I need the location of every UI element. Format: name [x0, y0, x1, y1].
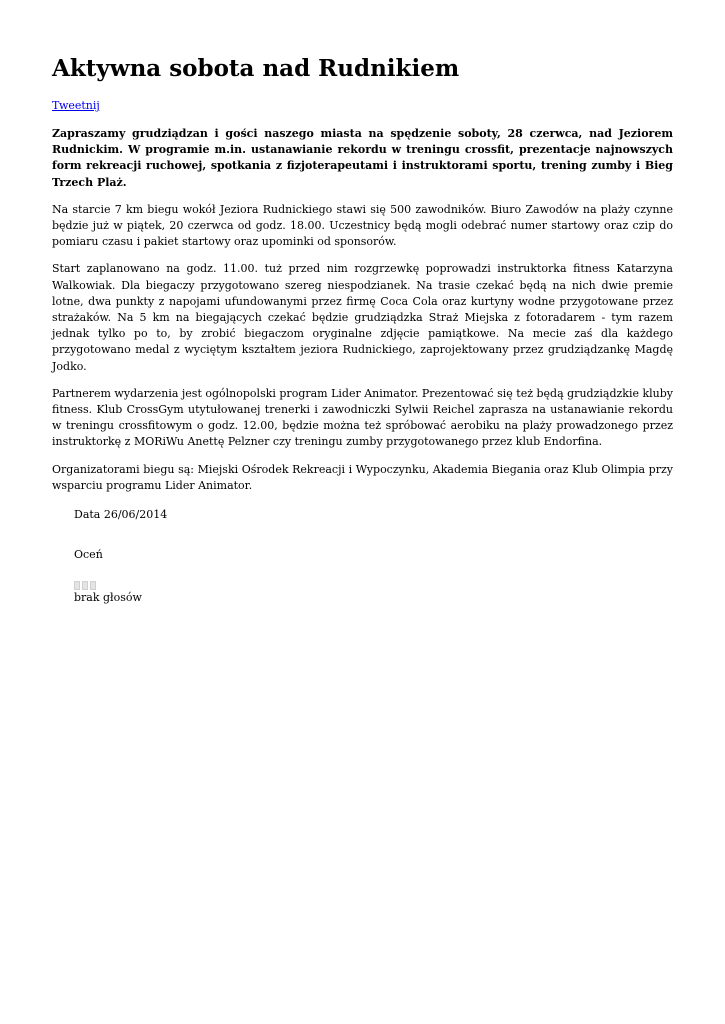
article-paragraph: Organizatorami biegu są: Miejski Ośrodek Rekreacji i Wypoczynku, Akademia Biegania oraz Klub Olimpia przy wsparciu programu Lider Animator. [52, 462, 673, 492]
rating-stars[interactable] [74, 581, 96, 590]
page-title: Aktywna sobota nad Rudnikiem [52, 55, 460, 82]
article-paragraph: Na starcie 7 km biegu wokół Jeziora Rudnickiego stawi się 500 zawodników. Biuro Zawodów na plaży czynne będzie już w piątek, 20 czerwca od godz. 18.00. Uczestnicy będą mogli odebrać numer startowy oraz czip do pomiaru czasu i pakiet startowy oraz upominki od sponsorów. [52, 202, 673, 249]
article-paragraph: Partnerem wydarzenia jest ogólnopolski program Lider Animator. Prezentować się też będą grudziądzkie kluby fitness. Klub CrossGym utytułowanej trenerki i zawodniczki Sylwii Reichel zaprasza na ustanawianie rekordu w treningu crossfitowym o godz. 12.00, będzie można też spróbować aerobiku na plaży prowadzonego przez instruktorkę z MORiWu Anettę Pelzner czy treningu zumby przygotowanego przez klub Endorfina. [52, 386, 673, 449]
article-body [52, 126, 673, 505]
article-lead: Zapraszamy grudziądzan i gości naszego miasta na spędzenie soboty, 28 czerwca, nad Jeziorem Rudnickim. W programie m.in. ustanawianie rekordu w treningu crossfit, prezentacje najnowszych form rekreacji ruchowej, spotkania z fizjoterapeutami i instruktorami sportu, trening zumby i Bieg Trzech Plaż. [52, 127, 673, 189]
article-paragraph: Start zaplanowano na godz. 11.00. tuż przed nim rozgrzewkę poprowadzi instruktorka fitness Katarzyna Walkowiak. Dla biegaczy przygotowano szereg niespodzianek. Na trasie czekać będą na nich dwie premie lotne, dwa punkty z napojami ufundowanymi przez firmę Coca Cola oraz kurtyny wodne przygotowane przez strażaków. Na 5 km na biegających czekać będzie grudziądzka Straż Miejska z fotoradarem - tym razem jednak tylko po to, by zrobić biegaczom oryginalne zdjęcie pamiątkowe. Na mecie zaś dla każdego przygotowano medal z wyciętym kształtem jeziora Rudnickiego, zaprojektowany przez grudziądzankę Magdę Jodko. [52, 262, 673, 373]
star-icon[interactable] [74, 581, 80, 590]
publish-date: Data 26/06/2014 [74, 508, 168, 521]
vote-count: brak głosów [74, 591, 142, 604]
star-icon[interactable] [82, 581, 88, 590]
star-icon[interactable] [90, 581, 96, 590]
tweet-link[interactable]: Tweetnij [52, 99, 100, 112]
rate-label: Oceń [74, 548, 103, 561]
